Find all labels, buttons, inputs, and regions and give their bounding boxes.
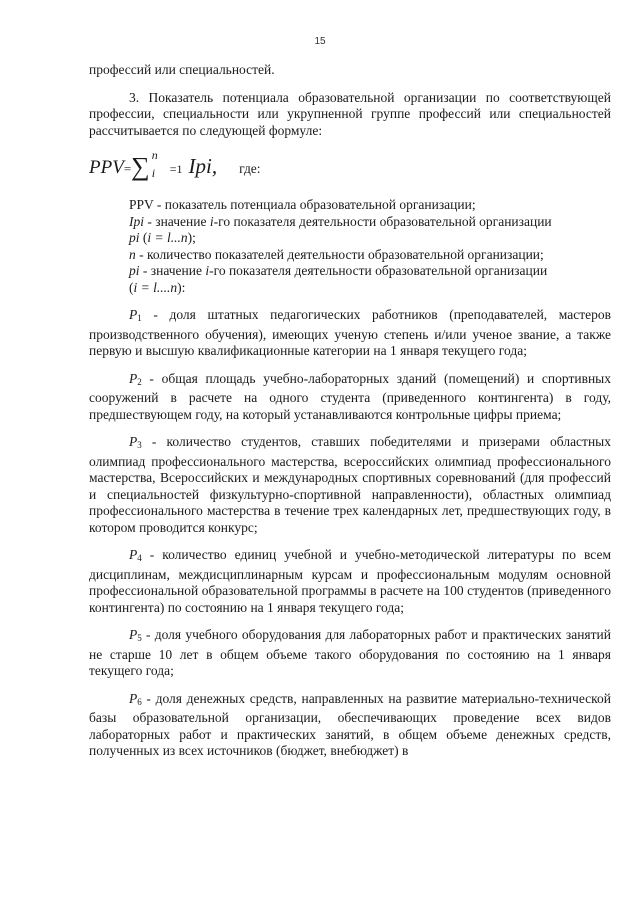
paragraph-3: 3. Показатель потенциала образовательной организации по соответствующей профессии, специальности или укрупненной группе профессий или специальностей рассчитывается по следующей формуле:: [89, 89, 611, 138]
formula: [89, 148, 611, 181]
definition-ppv: PPV - показатель потенциала образовательной организации;: [129, 197, 476, 212]
page-number: 15: [314, 36, 326, 47]
definition-ipi: Ipi - значение i-го показателя деятельности образовательной организации: [129, 213, 552, 229]
intro-text: профессий или специальностей.: [89, 62, 275, 77]
definition-ipi-cont: pi (i = l...n);: [129, 230, 196, 245]
item-p2: $P_2$ - общая площадь учебно-лабораторных зданий (помещений) и спортивных сооружений в расчете на одного студента (приведенного контингента) в году, предшествующем году, на который устанавливаются контрольные цифры приема;: [89, 370, 611, 422]
formula-term: Ipi,: [188, 154, 218, 178]
sigma-symbol: ∑: [131, 152, 150, 181]
item-p4: $P_4$ - количество единиц учебной и учебно-методической литературы по всем дисциплинам, междисциплинарным курсам и профессиональным модулям основной профессиональной образовательной программы в расчете на 100 студентов (приведенного контингента) по состоянию на 1 января текущего года;: [89, 547, 611, 615]
definitions: [89, 197, 611, 296]
formula-lhs: PPV: [89, 157, 124, 178]
sum-lower-limit: i: [151, 166, 156, 180]
document-body: [89, 62, 611, 760]
sum-limits: [150, 148, 168, 180]
definition-pi: pi - значение i-го показателя деятельности образовательной организации: [129, 263, 548, 278]
formula-where: где:: [239, 161, 261, 176]
sum-upper-limit: n: [151, 148, 158, 162]
sum-lower-value: =1: [169, 162, 183, 176]
formula-equals: =: [123, 161, 132, 176]
item-p3: $P_3$ - количество студентов, ставших победителями и призерами областных олимпиад профессионального мастерства, всероссийских олимпиад профессионального мастерства, Всероссийских и международных спортивных соревнований (для профессий и специальностей физкультурно-спортивной направленности), областных олимпиад профессионального мастерства в течение трех календарных лет, предшествующих году, в котором проводится конкурс;: [89, 434, 611, 535]
item-p5: $P_5$ - доля учебного оборудования для лабораторных работ и практических занятий не старше 10 лет в общем объеме такого оборудования по состоянию на 1 января текущего года;: [89, 627, 611, 678]
definition-pi-cont: (i = l....n):: [129, 279, 186, 295]
definition-n: n - количество показателей деятельности образовательной организации;: [129, 246, 544, 262]
item-p6: $P_6$ - доля денежных средств, направленных на развитие материально-технической базы образовательной организации, обеспечивающих проведение всех видов лабораторных работ и практических занятий, в общем объеме денежных средств, полученных из всех источников (бюджет, внебюджет) в: [89, 690, 611, 758]
item-p1: $P_1$ - доля штатных педагогических работников (преподавателей, мастеров производственного обучения), имеющих ученую степень и/или ученое звание, а также первую и высшую квалификационные категории на 1 января текущего года;: [89, 307, 611, 358]
